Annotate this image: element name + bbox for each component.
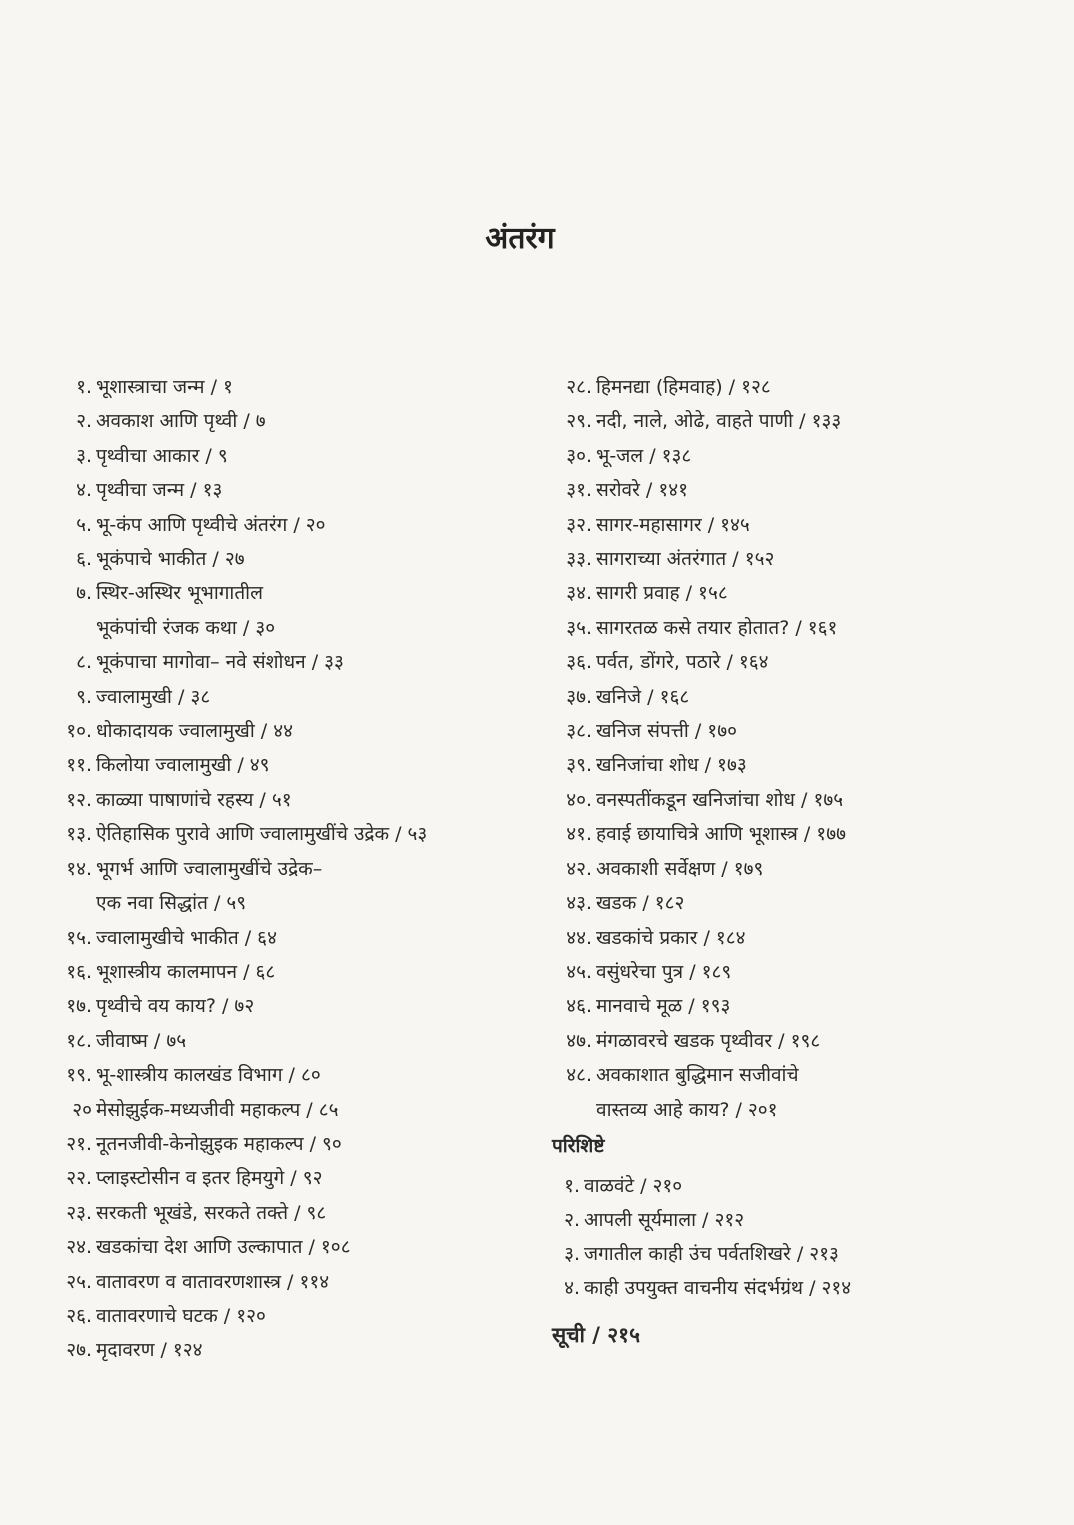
toc-entry [50, 817, 530, 851]
appendix-list [546, 1169, 1046, 1305]
toc-entry-title: स्थिर-अस्थिर भूभागातील [96, 582, 263, 605]
toc-entry-title: मृदावरण / १२४ [96, 1339, 203, 1362]
toc-entry-number: ३७. [566, 685, 592, 708]
toc-entry-number: ३८. [566, 720, 592, 743]
toc-entry-title: भूगर्भ आणि ज्वालामुखींचे उद्रेक– [96, 857, 323, 880]
toc-entry-title: जगातील काही उंच पर्वतशिखरे / २१३ [584, 1242, 839, 1265]
toc-entry [546, 921, 1046, 955]
toc-entry-title: भूशास्त्रीय कालमापन / ६८ [96, 960, 276, 983]
toc-entry-number: ३४. [566, 582, 592, 605]
toc-entry [50, 1024, 530, 1058]
toc-entry-title: नदी, नाले, ओढे, वाहते पाणी / १३३ [596, 410, 842, 433]
toc-entry [546, 645, 1046, 679]
toc-entry-number: १९. [66, 1064, 92, 1087]
toc-entry [50, 955, 530, 989]
toc-entry [546, 542, 1046, 576]
appendix-heading: परिशिष्टे [552, 1134, 605, 1157]
toc-entry-title: सागरी प्रवाह / १५८ [596, 582, 728, 605]
toc-entry [50, 1127, 530, 1161]
toc-entry-title: पृथ्वीचा आकार / ९ [96, 444, 228, 467]
toc-entry-title: वातावरणाचे घटक / १२० [96, 1304, 266, 1327]
toc-entry-title: भूकंपाचा मागोवा– नवे संशोधन / ३३ [96, 651, 344, 674]
toc-entry [546, 1203, 1046, 1237]
toc-entry [50, 439, 530, 473]
toc-entry-number: १४. [66, 857, 92, 880]
toc-entry-number: ६. [76, 548, 92, 571]
toc-entry [50, 542, 530, 576]
toc-entry-number: ७. [76, 582, 92, 605]
toc-entry-title: अवकाश आणि पृथ्वी / ७ [96, 410, 266, 433]
toc-entry-title: वातावरण व वातावरणशास्त्र / ११४ [96, 1270, 330, 1293]
toc-entry-title: मंगळावरचे खडक पृथ्वीवर / १९८ [596, 1029, 821, 1052]
toc-entry-title: मानवाचे मूळ / १९३ [596, 995, 731, 1018]
toc-entry-title: सागर-महासागर / १४५ [596, 513, 750, 536]
toc-entry-number: ३३. [566, 548, 592, 571]
toc-entry-title: धोकादायक ज्वालामुखी / ४४ [96, 720, 294, 743]
toc-entry-number: ४०. [566, 788, 592, 811]
toc-entry [546, 680, 1046, 714]
toc-entry [546, 1169, 1046, 1203]
toc-entry [50, 1333, 530, 1367]
toc-entry-number: ९. [76, 685, 92, 708]
toc-entry-number: २१. [66, 1132, 92, 1155]
toc-entry [50, 576, 530, 610]
toc-entry [546, 955, 1046, 989]
toc-entry-title: पृथ्वीचा जन्म / १३ [96, 479, 223, 502]
toc-entry [546, 508, 1046, 542]
toc-entry-number: २३. [66, 1201, 92, 1224]
toc-entry-title: पर्वत, डोंगरे, पठारे / १६४ [596, 651, 769, 674]
toc-entry-title: आपली सूर्यमाला / २१२ [584, 1208, 745, 1231]
toc-entry-number: ११. [66, 754, 92, 777]
toc-entry [546, 576, 1046, 610]
toc-entry [50, 989, 530, 1023]
toc-entry-number: ४१. [566, 823, 592, 846]
toc-entry-title: सागरतळ कसे तयार होतात? / १६१ [596, 616, 838, 639]
toc-entry-title: भूशास्त्राचा जन्म / १ [96, 376, 233, 398]
toc-entry [546, 989, 1046, 1023]
toc-entry-title: काळ्या पाषाणांचे रहस्य / ५१ [96, 788, 292, 811]
toc-entry [546, 817, 1046, 851]
toc-entry-title: पृथ्वीचे वय काय? / ७२ [96, 995, 255, 1018]
toc-entry-number: ३१. [566, 479, 592, 502]
toc-entry-title: खडकांचा देश आणि उल्कापात / १०८ [96, 1236, 351, 1259]
toc-entry [546, 439, 1046, 473]
toc-entry-title: सरकती भूखंडे, सरकते तक्ते / ९८ [96, 1201, 327, 1224]
toc-entry [546, 404, 1046, 438]
toc-entry [546, 886, 1046, 920]
toc-entry-title: नूतनजीवी-केनोझुइक महाकल्प / ९० [96, 1132, 342, 1155]
toc-entry [50, 1093, 530, 1127]
toc-entry-continuation: एक नवा सिद्धांत / ५९ [96, 892, 247, 915]
toc-entry [50, 1161, 530, 1195]
toc-entry-number: ३५. [566, 616, 592, 639]
toc-entry-number: ३६. [566, 651, 592, 674]
toc-entry-number: ४७. [566, 1029, 592, 1052]
toc-entry-number: २५. [66, 1270, 92, 1293]
toc-entry-number: ४. [564, 1276, 580, 1299]
toc-entry-number: १७. [66, 995, 92, 1018]
toc-entry [50, 852, 530, 886]
toc-entry [50, 1265, 530, 1299]
toc-entry-number: ३. [76, 444, 92, 467]
toc-entry-title: अवकाशी सर्वेक्षण / १७९ [596, 857, 764, 880]
toc-entry-title: हिमनद्या (हिमवाह) / १२८ [596, 376, 771, 398]
toc-entry-number: ४५. [566, 960, 592, 983]
toc-entry-title: खडकांचे प्रकार / १८४ [596, 926, 746, 949]
toc-entry [50, 645, 530, 679]
toc-entry-continuation: भूकंपांची रंजक कथा / ३० [96, 616, 276, 639]
toc-entry [50, 1058, 530, 1092]
toc-entry-number: २६. [66, 1304, 92, 1327]
toc-entry [546, 852, 1046, 886]
toc-entry-number: २. [564, 1208, 580, 1231]
toc-entry-title: हवाई छायाचित्रे आणि भूशास्त्र / १७७ [596, 823, 846, 846]
toc-entry-title: भू-जल / १३८ [596, 444, 692, 467]
toc-entry [50, 714, 530, 748]
toc-entry-number: ४४. [566, 926, 592, 949]
toc-entry-title: किलोया ज्वालामुखी / ४९ [96, 754, 270, 777]
toc-entry-number: १. [76, 376, 92, 398]
toc-entry-title: ऐतिहासिक पुरावे आणि ज्वालामुखींचे उद्रेक / ५३ [96, 823, 428, 846]
toc-entry-title: वसुंधरेचा पुत्र / १८९ [596, 960, 732, 983]
toc-entry-title: वनस्पतींकडून खनिजांचा शोध / १७५ [596, 788, 844, 811]
toc-entry-title: खनिज संपत्ती / १७० [596, 720, 737, 743]
toc-entry-number: ८. [76, 651, 92, 674]
toc-entry-number: ४. [76, 479, 92, 502]
toc-entry-number: २० [72, 1098, 92, 1121]
toc-entry-title: प्लाइस्टोसीन व इतर हिमयुगे / ९२ [96, 1167, 323, 1190]
toc-entry [546, 1024, 1046, 1058]
toc-entry [546, 748, 1046, 782]
toc-entry [546, 1271, 1046, 1305]
toc-entry-number: ३२. [566, 513, 592, 536]
toc-entry-title: ज्वालामुखीचे भाकीत / ६४ [96, 926, 277, 949]
toc-entry-title: वाळवंटे / २१० [584, 1174, 683, 1197]
toc-entry-title: खडक / १८२ [596, 892, 685, 915]
toc-entry-number: २. [76, 410, 92, 433]
toc-entry [50, 404, 530, 438]
toc-entry-number: १५. [66, 926, 92, 949]
toc-column-right [546, 370, 1046, 1349]
toc-entry [50, 783, 530, 817]
toc-entry-title: भू-कंप आणि पृथ्वीचे अंतरंग / २० [96, 513, 326, 536]
toc-entry-title: खनिजांचा शोध / १७३ [596, 754, 747, 777]
toc-entry-title: सागराच्या अंतरंगात / १५२ [596, 548, 775, 571]
toc-entry-title: खनिजे / १६८ [596, 685, 690, 708]
toc-entry-number: १०. [66, 720, 92, 743]
toc-entry [546, 714, 1046, 748]
toc-entry [546, 473, 1046, 507]
toc-entry-number: ३. [564, 1242, 580, 1265]
toc-entry-title: ज्वालामुखी / ३८ [96, 685, 211, 708]
toc-entry-number: २४. [66, 1236, 92, 1259]
toc-entry-number: ४३. [566, 892, 592, 915]
toc-entry-number: ४२. [566, 857, 592, 880]
toc-entry [50, 680, 530, 714]
toc-entry [50, 921, 530, 955]
toc-entry [50, 1230, 530, 1264]
toc-entry [50, 370, 530, 404]
toc-entry-number: ५. [76, 513, 92, 536]
toc-entry-title: मेसोझुईक-मध्यजीवी महाकल्प / ८५ [96, 1098, 339, 1121]
toc-entry [50, 1196, 530, 1230]
index-entry: सूची / २१५ [552, 1322, 641, 1347]
toc-entry-number: १. [564, 1174, 580, 1197]
toc-entry-number: २८. [566, 376, 592, 398]
toc-entry-title: काही उपयुक्त वाचनीय संदर्भग्रंथ / २१४ [584, 1276, 852, 1299]
toc-entry-number: १६. [66, 960, 92, 983]
toc-entry-number: ४८. [566, 1064, 592, 1087]
toc-entry-title: अवकाशात बुद्धिमान सजीवांचे [596, 1064, 799, 1087]
toc-entry-number: ४६. [566, 995, 592, 1018]
toc-column-left [50, 370, 530, 1368]
toc-entry [546, 611, 1046, 645]
toc-entry [546, 1237, 1046, 1271]
toc-entry-number: २२. [66, 1167, 92, 1190]
toc-entry [50, 473, 530, 507]
toc-entry [546, 370, 1046, 404]
toc-entry-title: भू-शास्त्रीय कालखंड विभाग / ८० [96, 1064, 321, 1087]
toc-entry [546, 783, 1046, 817]
toc-entry [50, 1299, 530, 1333]
toc-entry-number: २९. [566, 410, 592, 433]
toc-entry-title: भूकंपाचे भाकीत / २७ [96, 548, 245, 571]
toc-entry-title: जीवाष्म / ७५ [96, 1029, 187, 1052]
toc-entry-continuation: वास्तव्य आहे काय? / २०१ [596, 1098, 778, 1121]
toc-entry-number: १८. [66, 1029, 92, 1052]
toc-entry [50, 748, 530, 782]
toc-entry-number: २७. [66, 1339, 92, 1362]
toc-entry [50, 508, 530, 542]
toc-entry-number: १२. [66, 788, 92, 811]
toc-entry-number: ३९. [566, 754, 592, 777]
toc-entry-number: १३. [66, 823, 92, 846]
toc-entry-title: सरोवरे / १४१ [596, 479, 688, 502]
toc-entry [546, 1058, 1046, 1092]
toc-entry-number: ३०. [566, 444, 592, 467]
page-title: अंतरंग [485, 221, 555, 256]
